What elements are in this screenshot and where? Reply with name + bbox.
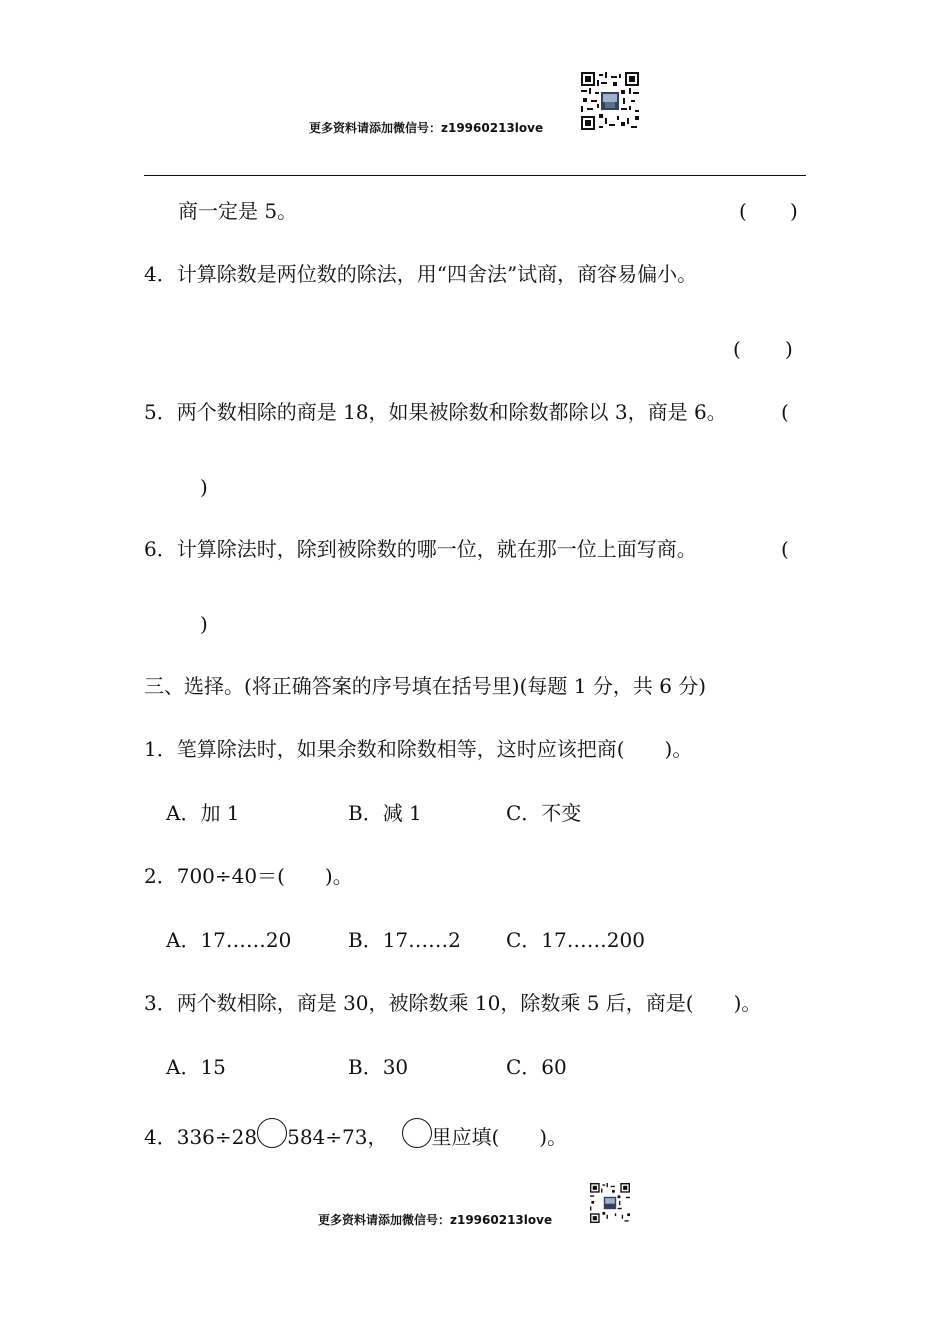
choice-q4-prompt: 里应填( )。 <box>431 1125 568 1149</box>
answer-paren-close: ) <box>200 612 208 636</box>
choice-q2-option-c: C．17……200 <box>506 928 645 952</box>
choice-q3-option-b: B．30 <box>348 1055 409 1079</box>
choice-q4-expression-left: 4．336÷28 <box>144 1125 258 1149</box>
choice-q4-expression-right: 584÷73， <box>287 1125 388 1149</box>
judge-q4: 4．计算除数是两位数的除法，用“四舍法”试商，商容易偏小。 <box>144 262 698 286</box>
qr-code-icon <box>590 1183 630 1223</box>
answer-paren-open: ( <box>739 199 747 223</box>
choice-q3-option-a: A．15 <box>166 1055 226 1079</box>
judge-q6: 6．计算除法时，除到被除数的哪一位，就在那一位上面写商。 <box>144 537 697 561</box>
section3-title: 三、选择。(将正确答案的序号填在括号里)(每题 1 分，共 6 分) <box>144 674 707 698</box>
answer-paren-close: ) <box>790 199 798 223</box>
judge-q3-tail: 商一定是 5。 <box>178 199 298 223</box>
judge-q5: 5．两个数相除的商是 18，如果被除数和除数都除以 3，商是 6。 <box>144 400 727 424</box>
answer-paren-open: ( <box>733 337 741 361</box>
choice-q1-option-b: B．减 1 <box>348 801 422 825</box>
choice-q2: 2．700÷40＝( )。 <box>144 864 353 888</box>
choice-q4 <box>144 1118 567 1149</box>
circle-blank-icon <box>402 1118 432 1148</box>
footer-wechat-text: 更多资料请添加微信号：z19960213love <box>318 1213 553 1227</box>
header-divider <box>144 175 806 176</box>
answer-paren-open: ( <box>781 537 789 561</box>
answer-paren-close: ) <box>785 337 793 361</box>
choice-q3-option-c: C．60 <box>506 1055 567 1079</box>
qr-code-icon <box>581 72 639 130</box>
choice-q1-option-c: C．不变 <box>506 801 582 825</box>
choice-q2-option-a: A．17……20 <box>166 928 292 952</box>
answer-paren-open: ( <box>781 400 789 424</box>
choice-q3: 3．两个数相除，商是 30，被除数乘 10，除数乘 5 后，商是( )。 <box>144 991 762 1015</box>
circle-blank-icon <box>257 1118 287 1148</box>
choice-q1-option-a: A．加 1 <box>166 801 240 825</box>
header-wechat-text: 更多资料请添加微信号：z19960213love <box>309 121 544 135</box>
answer-paren-close: ) <box>200 475 208 499</box>
choice-q1: 1．笔算除法时，如果余数和除数相等，这时应该把商( )。 <box>144 737 693 761</box>
choice-q2-option-b: B．17……2 <box>348 928 461 952</box>
